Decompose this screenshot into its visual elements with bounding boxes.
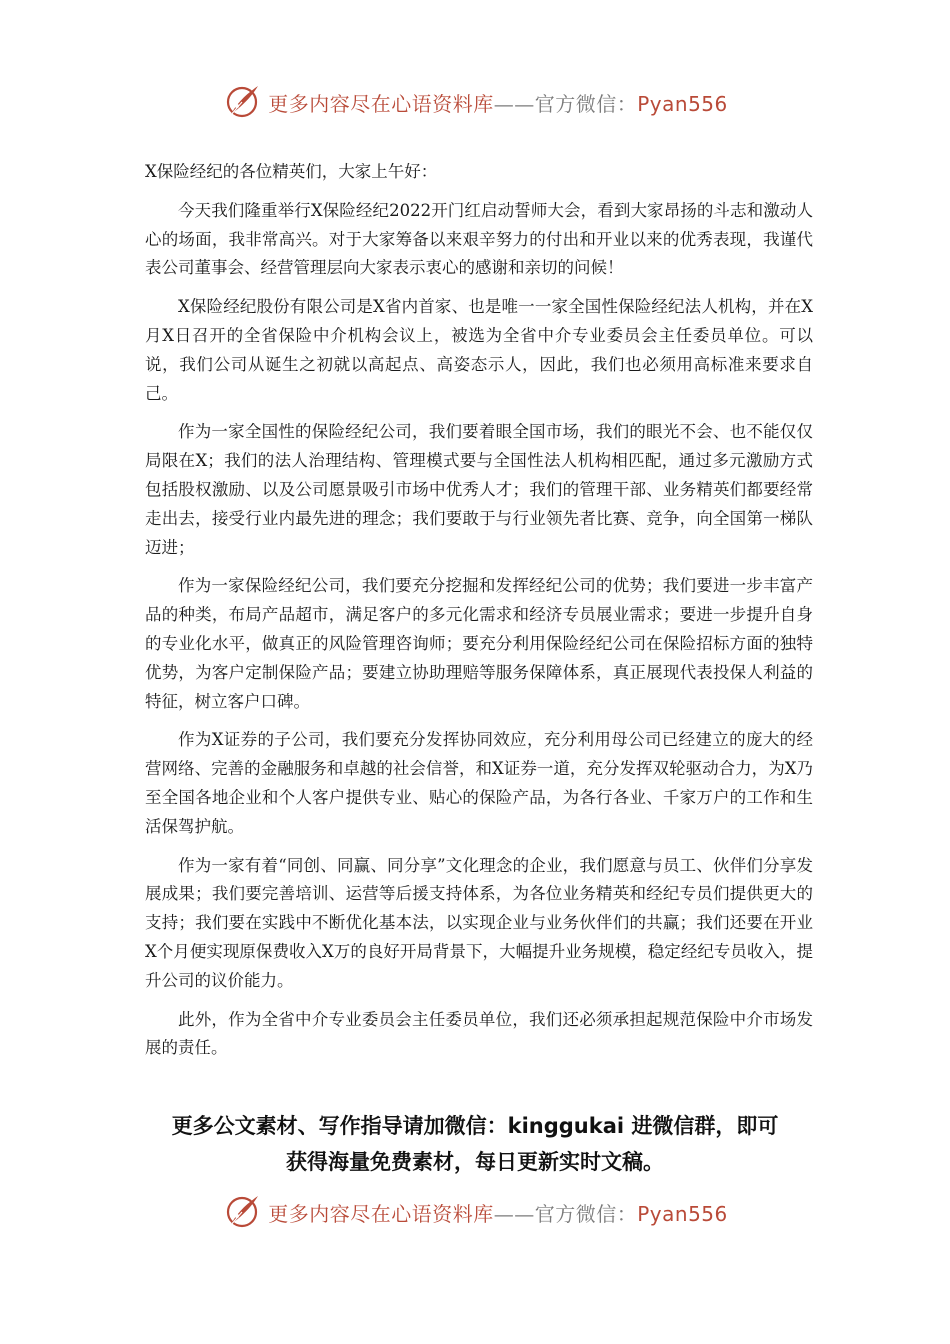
header-wechat-handle: Pyan556 xyxy=(637,91,728,116)
paragraph-1: 今天我们隆重举行X保险经纪2022开门红启动誓师大会，看到大家昂扬的斗志和激动人心的场面，我非常高兴。对于大家筹备以来艰辛努力的付出和开业以来的优秀表现，我谨代表公司董事会、经营管理层向大家表示衷心的感谢和亲切的问候！ xyxy=(145,200,813,278)
footer-official-label: 官方微信： xyxy=(534,1201,638,1226)
header-banner-text xyxy=(268,88,728,117)
paragraph-5: 作为X证券的子公司，我们要充分发挥协同效应，充分利用母公司已经建立的庞大的经营网络、完善的金融服务和卓越的社会信誉，和X证券一道，充分发挥双轮驱动合力，为X乃至全国各地企业和个人客户提供专业、贴心的保险产品，为各行各业、千家万户的工作和生活保驾护航。 xyxy=(145,730,813,836)
footer-brand: 更多内容尽在心语资料库 xyxy=(268,1201,494,1226)
feather-quill-logo-icon xyxy=(222,82,262,122)
footer-banner xyxy=(0,1190,950,1234)
paragraph-6: 作为一家有着“同创、同赢、同分享”文化理念的企业，我们愿意与员工、伙伴们分享发展成果；我们要完善培训、运营等后援支持体系，为各位业务精英和经纪专员们提供更大的支持；我们要在实践中不断优化基本法，以实现企业与业务伙伴们的共赢；我们还要在开业X个月便实现原保费收入X万的良好开局背景下，大幅提升业务规模，稳定经纪专员收入，提升公司的议价能力。 xyxy=(145,855,813,990)
feather-quill-logo-icon xyxy=(222,1192,262,1232)
header-official-label: 官方微信： xyxy=(534,91,638,116)
promo-block xyxy=(120,1108,830,1180)
promo-line-2: 获得海量免费素材，每日更新实时文稿。 xyxy=(286,1150,664,1174)
greeting: X保险经纪的各位精英们，大家上午好： xyxy=(145,162,438,181)
header-separator: —— xyxy=(493,91,535,116)
header-banner-inner xyxy=(222,82,728,122)
footer-banner-text xyxy=(268,1198,728,1227)
footer-wechat-handle: Pyan556 xyxy=(637,1201,728,1226)
header-banner xyxy=(0,80,950,124)
header-brand: 更多内容尽在心语资料库 xyxy=(268,91,494,116)
paragraph-4: 作为一家保险经纪公司，我们要充分挖掘和发挥经纪公司的优势；我们要进一步丰富产品的种类，布局产品超市，满足客户的多元化需求和经济专员展业需求；要进一步提升自身的专业化水平，做真正的风险管理咨询师；要充分利用保险经纪公司在保险招标方面的独特优势，为客户定制保险产品；要建立协助理赔等服务保障体系，真正展现代表投保人利益的特征，树立客户口碑。 xyxy=(145,576,813,711)
promo-line-1: 更多公文素材、写作指导请加微信：kinggukai 进微信群，即可 xyxy=(171,1114,779,1138)
footer-banner-inner xyxy=(222,1192,728,1232)
paragraph-2: X保险经纪股份有限公司是X省内首家、也是唯一一家全国性保险经纪法人机构，并在X月X日召开的全省保险中介机构会议上，被选为全省中介专业委员会主任委员单位。可以说，我们公司从诞生之初就以高起点、高姿态示人，因此，我们也必须用高标准来要求自己。 xyxy=(145,297,813,403)
document-body xyxy=(145,158,813,1073)
paragraph-3: 作为一家全国性的保险经纪公司，我们要着眼全国市场，我们的眼光不会、也不能仅仅局限在X；我们的法人治理结构、管理模式要与全国性法人机构相匹配，通过多元激励方式包括股权激励、以及公司愿景吸引市场中优秀人才；我们的管理干部、业务精英们都要经常走出去，接受行业内最先进的理念；我们要敢于与行业领先者比赛、竞争，向全国第一梯队迈进； xyxy=(145,422,813,557)
paragraph-7: 此外，作为全省中介专业委员会主任委员单位，我们还必须承担起规范保险中介市场发展的责任。 xyxy=(145,1009,813,1058)
footer-separator: —— xyxy=(493,1201,535,1226)
